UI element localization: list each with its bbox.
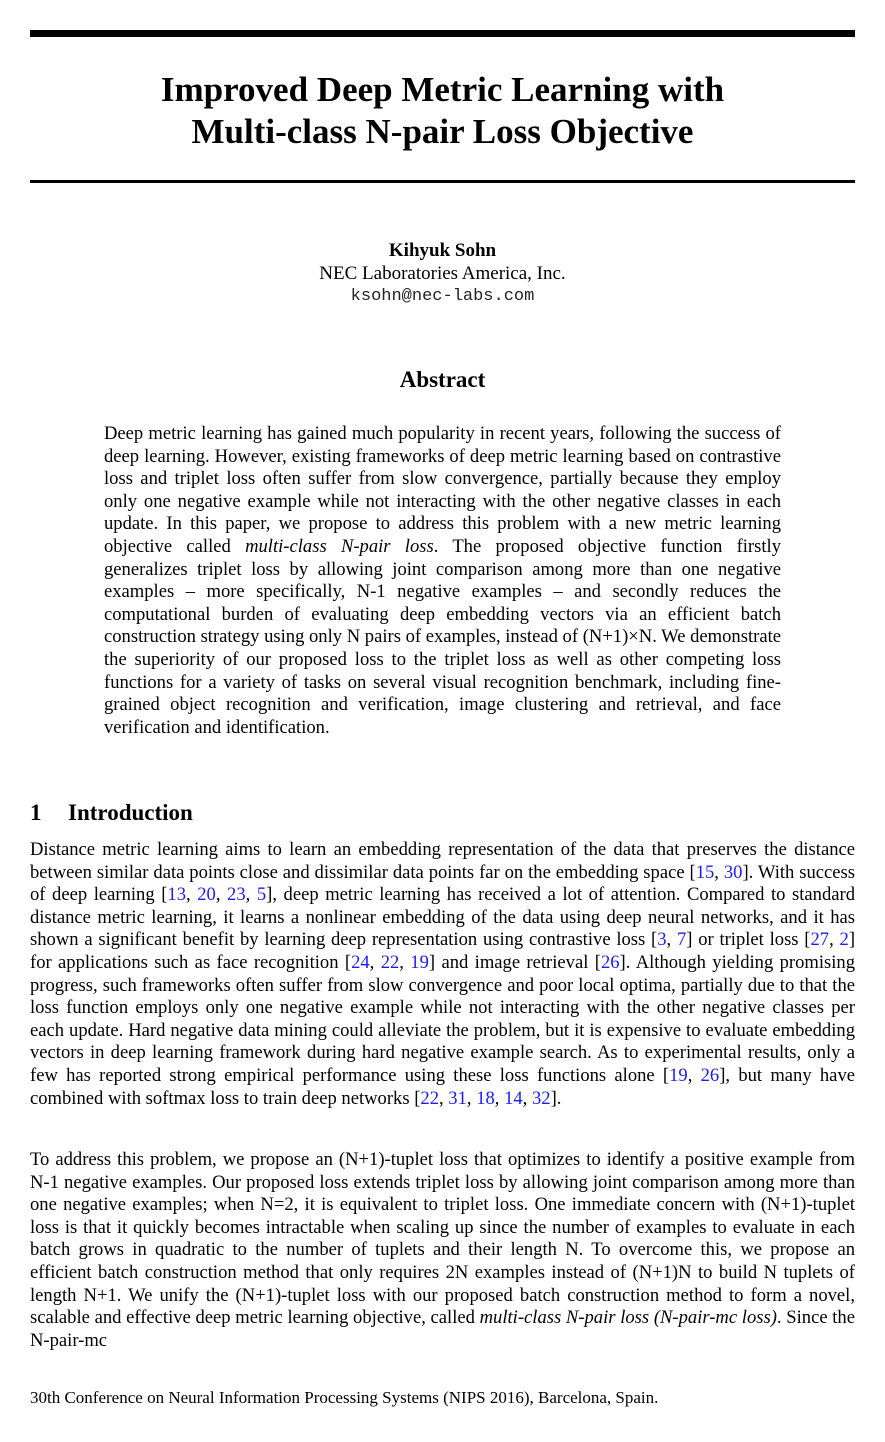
citation-link[interactable]: 2 [839, 929, 849, 951]
citation-link[interactable]: 15 [695, 861, 715, 883]
intro-p1-text: , [522, 1087, 532, 1109]
intro-p1-text: , [829, 929, 840, 951]
intro-p1-text: , [186, 884, 198, 906]
title-bottom-rule [30, 180, 855, 183]
author-name: Kihyuk Sohn [388, 240, 497, 261]
citation-link[interactable]: 3 [657, 929, 667, 951]
intro-p1-text: ] for applications such as face recognition [ [30, 929, 856, 973]
citation-link[interactable]: 26 [600, 951, 620, 973]
title-top-rule [30, 30, 855, 37]
citation-link[interactable]: 24 [351, 951, 370, 973]
intro-p1-text: , [369, 951, 381, 973]
intro-p1-text: ]. [550, 1087, 562, 1109]
citation-link[interactable]: 14 [504, 1087, 523, 1109]
section-number: 1 [30, 800, 42, 825]
intro-p1-text: ]. Although yielding promising progress, such frameworks often suffer from slow convergence and poor local optima, partially due to that the loss function employs only one negative example while not interacting with the other negative classes per each update. Hard negative data mining could alleviate the problem, but it is expensive to evaluate embedding vectors in deep learning framework during hard negative example search. As to experimental results, only a few has reported strong empirical performance using these loss functions alone [ [30, 951, 856, 1086]
abstract-method-name: multi-class N-pair loss [245, 535, 434, 557]
intro-p2-method-name: multi-class N-pair loss (N-pair-mc loss) [479, 1307, 777, 1329]
intro-p1-text: , [215, 884, 228, 906]
citation-link[interactable]: 27 [810, 929, 830, 951]
intro-p1-text: Distance metric learning aims to learn an embedding representation of the data that preserves the distance between similar data points close and dissimilar data points far on the embedding space [ [30, 839, 855, 883]
section-heading [30, 800, 193, 826]
citation-link[interactable]: 31 [448, 1087, 467, 1109]
intro-p1-text: , [439, 1087, 449, 1109]
intro-p1-text: , [687, 1064, 701, 1086]
citation-link[interactable]: 18 [476, 1087, 495, 1109]
paper-title-line-2: Multi-class N-pair Loss Objective [191, 112, 694, 151]
intro-p1-text: ] and image retrieval [ [428, 951, 601, 973]
intro-p1-text: , [399, 951, 411, 973]
citation-link[interactable]: 13 [167, 884, 186, 906]
citation-link[interactable]: 19 [410, 951, 429, 973]
abstract-heading: Abstract [399, 367, 486, 392]
abstract-text-part-b: . The proposed objective function firstly generalizes triplet loss by allowing joint comparison among more than one negative examples – more specifically, N-1 negative examples – and secondly reduces the computational burden of evaluating deep embedding vectors via an efficient batch construction strategy using only N pairs of examples, instead of (N+1)×N. We demonstrate the superiority of our proposed loss to the triplet loss as well as other competing loss functions for a variety of tasks on several visual recognition benchmark, including fine-grained object recognition and verification, image clustering and retrieval, and face verification and identification. [104, 535, 781, 738]
citation-link[interactable]: 23 [227, 884, 246, 906]
author-affiliation: NEC Laboratories America, Inc. [319, 263, 566, 284]
intro-p1-text: , [466, 1087, 477, 1109]
intro-p1-text: , [494, 1087, 505, 1109]
intro-p1-text: , [245, 884, 257, 906]
intro-p1-text: ] or triplet loss [ [686, 929, 811, 951]
intro-p2-part-a: To address this problem, we propose an (N+1)-tuplet loss that optimizes to identify a positive example from N-1 negative examples. Our proposed loss extends triplet loss by allowing joint comparison among more than one negative examples; when N=2, it is equivalent to triplet loss. One immediate concern with (N+1)-tuplet loss is that it quickly becomes intractable when scaling up since the number of examples to evaluate in each batch grows in quadratic to the number of tuplets and their length N. To overcome this, we propose an efficient batch construction method that only requires 2N examples instead of (N+1)N to build N tuplets of length N+1. We unify the (N+1)-tuplet loss with our proposed batch construction method to form a novel, scalable and effective deep metric learning objective, called [30, 1149, 855, 1329]
intro-paragraph-1 [30, 839, 855, 1110]
citation-link[interactable]: 5 [256, 884, 267, 906]
intro-p1-text: , [666, 929, 677, 951]
author-email[interactable]: ksohn@nec-labs.com [350, 287, 535, 306]
citation-link[interactable]: 32 [531, 1087, 551, 1109]
intro-p1-text: , [714, 861, 724, 883]
author-block [30, 239, 855, 308]
citation-link[interactable]: 20 [197, 884, 216, 906]
conference-footnote: 30th Conference on Neural Information Processing Systems (NIPS 2016), Barcelona, Spain. [30, 1388, 659, 1407]
intro-p2-part-b: . Since the N-pair-mc [30, 1307, 855, 1351]
paper-title [30, 69, 855, 153]
citation-link[interactable]: 22 [420, 1087, 439, 1109]
intro-paragraph-2 [30, 1149, 855, 1352]
section-title: Introduction [68, 800, 193, 825]
citation-link[interactable]: 7 [676, 929, 687, 951]
citation-link[interactable]: 22 [380, 951, 400, 973]
citation-link[interactable]: 30 [723, 861, 743, 883]
citation-link[interactable]: 26 [700, 1064, 720, 1086]
abstract-text-part-a: Deep metric learning has gained much popularity in recent years, following the success of deep learning. However, existing frameworks of deep metric learning based on contrastive loss and triplet loss often suffer from slow convergence, partially because they employ only one negative example while not interacting with the other negative classes in each update. In this paper, we propose to address this problem with a new metric learning objective called [104, 423, 781, 557]
intro-p1-text: ], but many have combined with softmax loss to train deep networks [ [30, 1064, 855, 1109]
intro-p1-text: ]. With success of deep learning [ [30, 861, 856, 906]
paper-title-line-1: Improved Deep Metric Learning with [160, 70, 725, 109]
abstract-text [104, 423, 781, 739]
citation-link[interactable]: 19 [669, 1064, 688, 1086]
intro-p1-text: ], deep metric learning has received a lot of attention. Compared to standard distance metric learning, it learns a nonlinear embedding of the data using deep neural networks, and it has shown a significant benefit by learning deep representation using contrastive loss [ [30, 884, 856, 951]
